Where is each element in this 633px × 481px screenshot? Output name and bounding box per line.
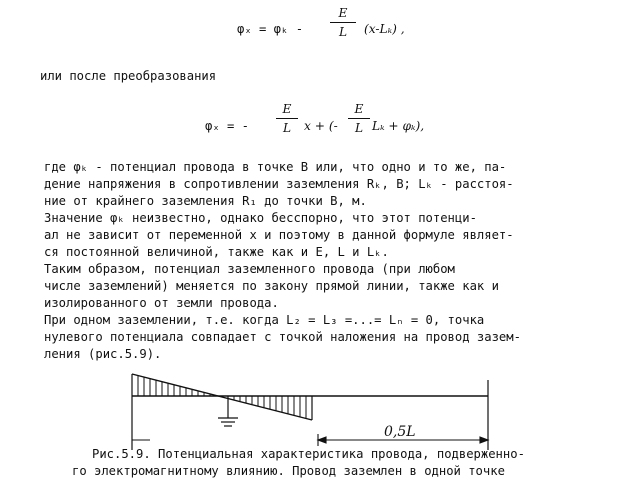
text-line: изолированного от земли провода. (44, 296, 279, 310)
text-line: ал не зависит от переменной x и поэтому в данной формуле являет- (44, 228, 514, 242)
formula-2-fraction-2 (348, 102, 370, 135)
body-text (44, 160, 629, 360)
text-line: ние от крайнего заземления R₁ до точки B, м. (44, 194, 367, 208)
formula-1-lhs: φₓ = φₖ - (237, 22, 304, 36)
text-line: дение напряжения в сопротивлении заземления Rₖ, В; Lₖ - расстоя- (44, 177, 514, 191)
text-line: При одном заземлении, т.е. когда L₂ = L₃ =...= Lₙ = 0, точка (44, 313, 485, 327)
formula-2-frac1-den: L (282, 121, 292, 135)
formula-1-den: L (338, 25, 348, 39)
text-line: ления (рис.5.9). (44, 347, 162, 361)
formula-1-num: E (338, 6, 348, 20)
intro-text: или после преобразования (40, 69, 217, 83)
dimension-line (132, 434, 488, 446)
text-line: где φₖ - потенциал провода в точке B или, что одно и то же, па- (44, 160, 507, 174)
figure-caption-line-1: Рис.5.9. Потенциальная характеристика провода, подверженно- (92, 447, 525, 461)
text-line: ся постоянной величиной, также как и E, L и Lₖ. (44, 245, 389, 259)
dimension-label: 0,5L (384, 424, 416, 440)
formula-1-tail: (x-Lₖ) , (364, 22, 405, 36)
formula-2-frac2-num: E (354, 102, 364, 116)
potential-diagram (0, 360, 633, 450)
formula-2-lhs: φₓ = - (205, 119, 250, 133)
formula-2-frac2-den: L (354, 121, 364, 135)
formula-2-mid: x + (- (304, 119, 338, 133)
text-line: числе заземлений) меняется по закону прямой линии, также как и (44, 279, 499, 293)
text-line: Значение φₖ неизвестно, однако бесспорно, что этот потенци- (44, 211, 477, 225)
formula-2-frac1-num: E (282, 102, 292, 116)
text-line: Таким образом, потенциал заземленного провода (при любом (44, 262, 455, 276)
formula-2-fraction-1 (276, 102, 298, 135)
potential-line (132, 374, 312, 420)
figure-caption-line-2: го электромагнитному влиянию. Провод заземлен в одной точке (72, 464, 505, 478)
formula-2-tail: Lₖ + φₖ), (372, 119, 425, 133)
text-line: нулевого потенциала совпадает с точкой наложения на провод зазем- (44, 330, 521, 344)
formula-1-fraction (330, 6, 356, 39)
